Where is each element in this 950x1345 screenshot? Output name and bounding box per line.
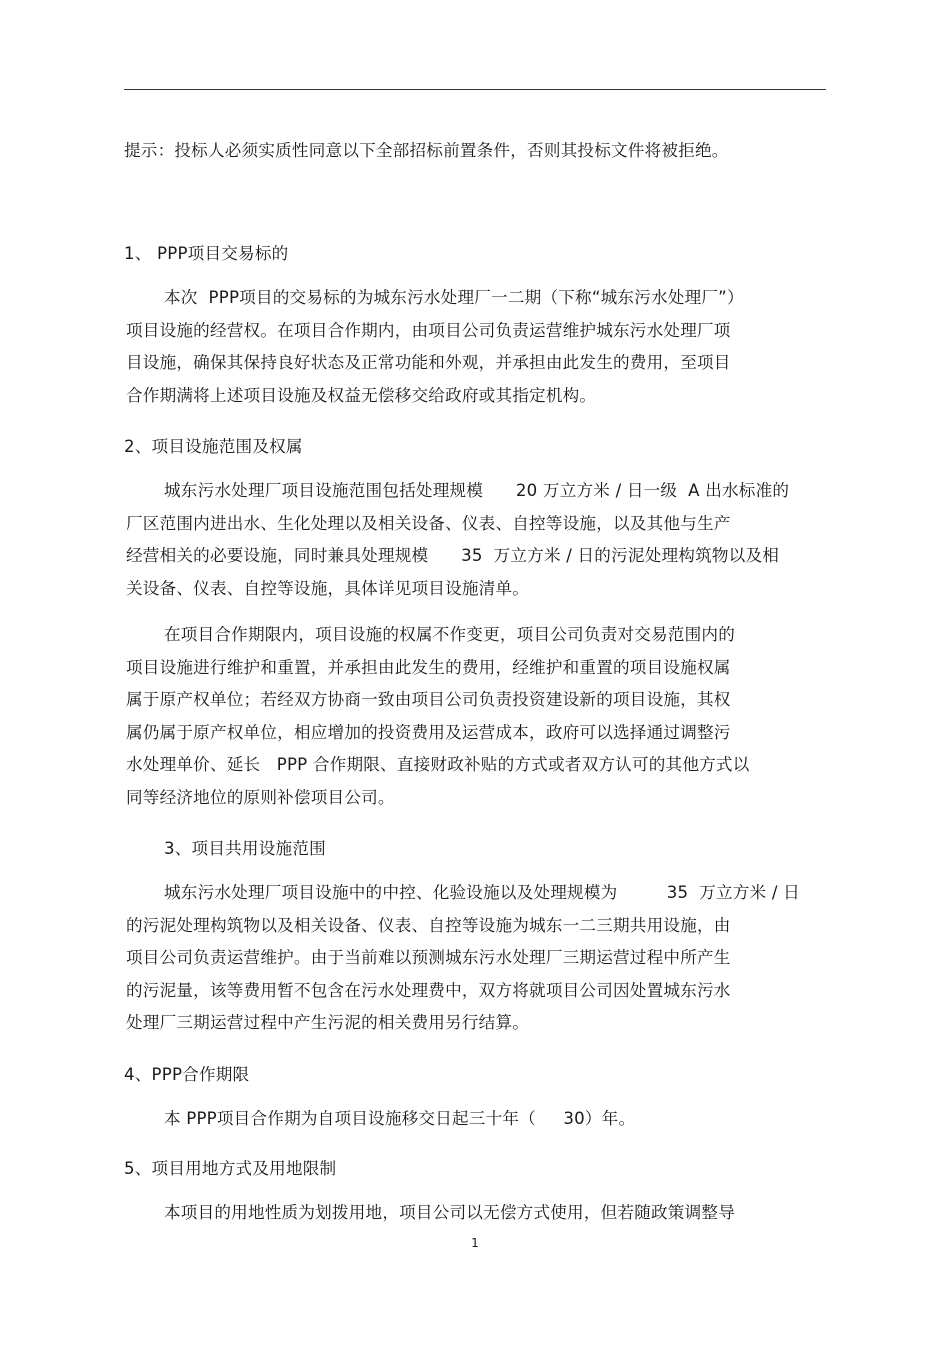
paragraph-line: 本 PPP项目合作期为自项目设施移交日起三十年（ 30）年。 (164, 1109, 636, 1128)
section-4-heading: 4、PPP合作期限 (124, 1065, 250, 1084)
paragraph-line: 城东污水处理厂项目设施中的中控、化验设施以及处理规模为 35 万立方米 / 日 (164, 883, 800, 902)
paragraph-line: 本项目的用地性质为划拨用地，项目公司以无偿方式使用，但若随政策调整导 (164, 1203, 735, 1222)
paragraph-line: 处理厂三期运营过程中产生污泥的相关费用另行结算。 (126, 1013, 530, 1032)
page-number: 1 (471, 1236, 479, 1250)
section-5-heading: 5、项目用地方式及用地限制 (124, 1159, 337, 1178)
section-1-heading: 1、 PPP项目交易标的 (124, 244, 289, 263)
paragraph-line: 本次 PPP项目的交易标的为城东污水处理厂一二期（下称“城东污水处理厂”） (164, 288, 744, 307)
header-rule (124, 89, 826, 90)
notice-text: 提示：投标人必须实质性同意以下全部招标前置条件，否则其投标文件将被拒绝。 (124, 141, 729, 160)
paragraph-line: 目设施，确保其保持良好状态及正常功能和外观，并承担由此发生的费用，至项目 (126, 353, 731, 372)
section-2-heading: 2、项目设施范围及权属 (124, 437, 303, 456)
paragraph-line: 属于原产权单位；若经双方协商一致由项目公司负责投资建设新的项目设施，其权 (126, 690, 731, 709)
paragraph-line: 的污泥量，该等费用暂不包含在污水处理费中，双方将就项目公司因处置城东污水 (126, 981, 731, 1000)
paragraph-line: 在项目合作期限内，项目设施的权属不作变更，项目公司负责对交易范围内的 (164, 625, 735, 644)
paragraph-line: 水处理单价、延长 PPP 合作期限、直接财政补贴的方式或者双方认可的其他方式以 (126, 755, 750, 774)
paragraph-line: 同等经济地位的原则补偿项目公司。 (126, 788, 395, 807)
paragraph-line: 关设备、仪表、自控等设施，具体详见项目设施清单。 (126, 579, 530, 598)
paragraph-line: 的污泥处理构筑物以及相关设备、仪表、自控等设施为城东一二三期共用设施，由 (126, 916, 731, 935)
paragraph-line: 项目设施进行维护和重置，并承担由此发生的费用，经维护和重置的项目设施权属 (126, 658, 731, 677)
paragraph-line: 项目公司负责运营维护。由于当前难以预测城东污水处理厂三期运营过程中所产生 (126, 948, 731, 967)
paragraph-line: 属仍属于原产权单位，相应增加的投资费用及运营成本，政府可以选择通过调整污 (126, 723, 731, 742)
paragraph-line: 城东污水处理厂项目设施范围包括处理规模 20 万立方米 / 日一级 A 出水标准的 (164, 481, 790, 500)
section-3-heading: 3、项目共用设施范围 (164, 839, 326, 858)
paragraph-line: 经营相关的必要设施，同时兼具处理规模 35 万立方米 / 日的污泥处理构筑物以及相 (126, 546, 780, 565)
paragraph-line: 项目设施的经营权。在项目合作期内，由项目公司负责运营维护城东污水处理厂项 (126, 321, 731, 340)
paragraph-line: 厂区范围内进出水、生化处理以及相关设备、仪表、自控等设施，以及其他与生产 (126, 514, 731, 533)
paragraph-line: 合作期满将上述项目设施及权益无偿移交给政府或其指定机构。 (126, 386, 597, 405)
